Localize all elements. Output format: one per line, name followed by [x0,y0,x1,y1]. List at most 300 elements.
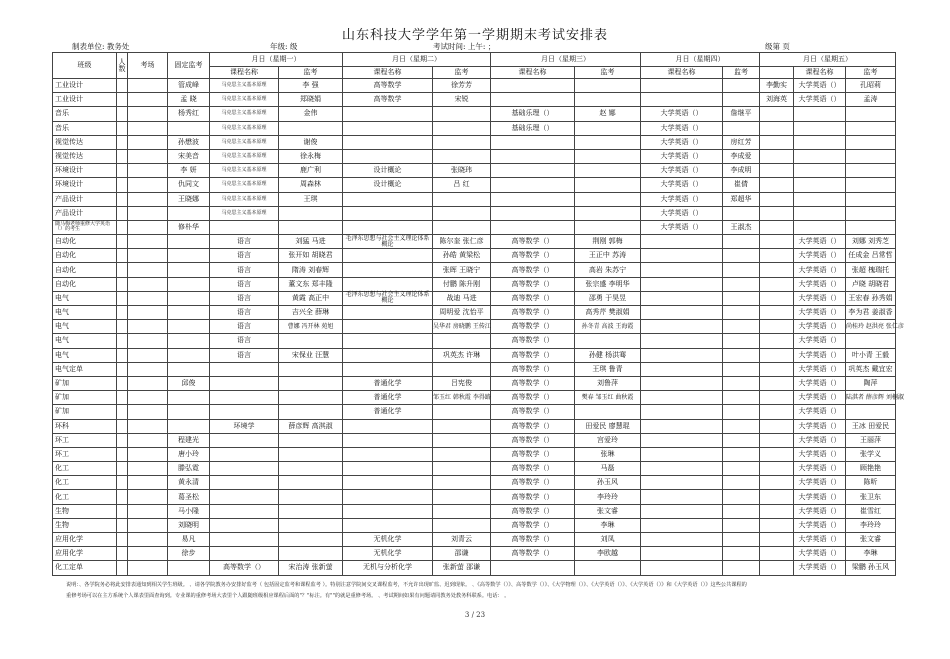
table-cell: 语言 [210,263,279,277]
table-row [53,462,896,476]
table-cell [723,391,760,405]
table-cell [117,376,128,390]
header-proctor: 监考 [433,67,491,79]
table-cell: 应用化学 [53,547,117,561]
table-cell [343,249,433,263]
table-cell: 大学英语（） [794,547,846,561]
table-cell: 环境设计 [53,178,117,192]
table-cell: 化工定单 [53,561,117,575]
header-wednesday: 月日（星期三） [491,53,641,67]
table-cell [168,263,210,277]
table-cell [117,405,128,419]
table-row [53,235,896,249]
table-cell: 自动化 [53,249,117,263]
header-fixed-proctor: 固定监考 [168,53,210,79]
table-cell: 高等数学（） [491,518,575,532]
table-cell [117,419,128,433]
table-cell [279,433,343,447]
table-cell: 李勤实 [760,79,794,93]
table-cell [279,206,343,220]
header-course: 课程名称 [794,67,846,79]
table-cell: 语言 [210,348,279,362]
table-cell: 矿加 [53,391,117,405]
table-cell [343,192,433,206]
header-room: 考场 [128,53,168,79]
table-cell [641,320,723,334]
table-cell [760,348,794,362]
table-cell [168,235,210,249]
table-cell [128,518,168,532]
table-row [53,263,896,277]
table-cell [491,178,575,192]
table-row [53,533,896,547]
table-row [53,277,896,291]
table-cell: 李成爱 [723,149,760,163]
table-cell: 杨秀红 [168,107,210,121]
table-cell: 谢俊 [279,135,343,149]
table-row [53,149,896,163]
table-cell [117,206,128,220]
table-cell: 化工 [53,490,117,504]
table-cell [641,277,723,291]
table-cell: 梁鹏 孙玉风 [846,561,896,575]
table-row [53,376,896,390]
table-cell: 化工 [53,462,117,476]
table-cell [846,135,896,149]
table-cell [117,547,128,561]
table-cell [723,561,760,575]
table-row [53,504,896,518]
page-label: 级第 页 [765,42,790,51]
table-cell: 矿加 [53,376,117,390]
table-cell [117,235,128,249]
table-cell: 马克思主义基本原理 [210,79,279,93]
table-cell: 大学英语（） [794,348,846,362]
table-cell [760,405,794,419]
table-cell [117,306,128,320]
table-cell [210,547,279,561]
table-cell [343,277,433,291]
table-cell [760,533,794,547]
table-cell: 李成明 [723,164,760,178]
table-cell [760,419,794,433]
table-cell [641,249,723,263]
table-cell: 高等数学（） [491,476,575,490]
table-cell: 孔昭莉 [846,79,896,93]
table-cell [128,561,168,575]
table-cell [117,164,128,178]
table-cell [128,249,168,263]
table-cell: 崔雪红 [846,504,896,518]
table-cell: 顾艳艳 [846,462,896,476]
table-cell [433,419,491,433]
table-cell: 任成金 吕常哲 [846,249,896,263]
table-cell [343,476,433,490]
header-course: 课程名称 [491,67,575,79]
table-cell [723,235,760,249]
table-cell: 高岩 朱苏宁 [575,263,641,277]
table-cell [760,490,794,504]
table-cell [641,263,723,277]
table-cell [343,121,433,135]
table-cell: 大学英语（） [794,263,846,277]
table-cell: 刘娜 刘秀芝 [846,235,896,249]
table-cell: 陈尔奎 张仁彦 [433,235,491,249]
table-cell [794,220,846,234]
table-cell [760,376,794,390]
table-cell [723,334,760,348]
table-cell [433,362,491,376]
table-cell [760,235,794,249]
table-cell [575,93,641,107]
table-cell [117,135,128,149]
table-cell [168,291,210,305]
table-row [53,93,896,107]
table-cell [210,533,279,547]
table-cell: 环境设计 [53,164,117,178]
table-cell: 房红芳 [723,135,760,149]
table-cell [760,320,794,334]
table-cell [794,164,846,178]
table-cell [128,93,168,107]
table-cell [723,263,760,277]
table-cell [723,362,760,376]
table-cell: 大学英语（） [794,376,846,390]
table-cell: 语言 [210,235,279,249]
table-cell [279,533,343,547]
table-cell: 无机化学 [343,547,433,561]
table-cell [433,405,491,419]
table-cell [128,206,168,220]
table-row [53,220,896,234]
table-cell: 大学英语（） [794,362,846,376]
table-cell: 徐永梅 [279,149,343,163]
table-cell: 高等数学（） [491,320,575,334]
table-cell [760,149,794,163]
table-cell: 化工 [53,476,117,490]
table-cell [491,149,575,163]
table-cell: 高等数学（） [491,291,575,305]
table-cell: 高等数学（） [491,504,575,518]
table-cell [117,291,128,305]
table-cell: 大学英语（） [641,135,723,149]
table-row [53,107,896,121]
table-cell: 高等数学（） [491,235,575,249]
table-cell: 徐芳芳 [433,79,491,93]
table-cell [210,405,279,419]
table-cell: 马克思主义基本原理 [210,164,279,178]
table-cell: 吴华君 房晓鹏 王传江 [433,320,491,334]
table-cell [575,121,641,135]
table-row [53,320,896,334]
table-cell [128,376,168,390]
table-cell: 大学英语（） [794,533,846,547]
table-cell [279,462,343,476]
table-cell [168,320,210,334]
table-cell: 管成峰 [168,79,210,93]
table-cell: 大学英语（） [794,320,846,334]
table-cell: 付鹏 陈升刚 [433,277,491,291]
table-cell: 刘猛 马进 [279,235,343,249]
table-cell: 大学英语（） [794,518,846,532]
table-cell [168,306,210,320]
table-cell [433,206,491,220]
table-cell [760,121,794,135]
table-cell: 鹿广利 [279,164,343,178]
header-extra [760,67,794,79]
table-cell [723,348,760,362]
table-cell [210,504,279,518]
table-cell: 张晖 王晓宁 [433,263,491,277]
table-cell: 马克思主义基本原理 [210,149,279,163]
table-cell [128,320,168,334]
table-cell [117,79,128,93]
table-cell [723,277,760,291]
table-cell [575,561,641,575]
table-cell [343,419,433,433]
table-cell [723,405,760,419]
table-cell: 大学英语（） [641,178,723,192]
page-title: 山东科技大学学年第一学期期末考试安排表 [341,28,608,43]
table-cell [846,334,896,348]
table-cell [210,220,279,234]
table-cell [128,263,168,277]
table-cell: 张卫东 [846,490,896,504]
table-cell: 设计概论 [343,178,433,192]
table-row [53,476,896,490]
table-cell [128,447,168,461]
table-cell [210,476,279,490]
table-cell: 王丽萍 [846,433,896,447]
table-cell: 电气 [53,291,117,305]
table-cell: 环科 [53,419,117,433]
table-cell: 孙懋波 [168,135,210,149]
table-cell: 大学英语（） [794,504,846,518]
table-row [53,164,896,178]
table-cell: 刘青云 [433,533,491,547]
table-cell: 大学英语（） [641,220,723,234]
header-proctor: 监考 [846,67,896,79]
table-cell [641,490,723,504]
table-cell [117,362,128,376]
table-cell: 语言 [210,249,279,263]
table-cell [168,348,210,362]
table-row [53,419,896,433]
table-cell [723,547,760,561]
table-cell [343,263,433,277]
table-cell: 马克思主义基本原理 [210,178,279,192]
table-cell [343,504,433,518]
table-cell: 语言 [210,277,279,291]
table-cell: 宋治涛 张新萤 [279,561,343,575]
table-cell [343,462,433,476]
table-cell: 孟涛 [846,93,896,107]
table-cell: 詹继平 [723,107,760,121]
table-cell [641,291,723,305]
table-cell: 音乐 [53,107,117,121]
table-cell [575,206,641,220]
table-cell: 语言 [210,291,279,305]
table-cell [343,362,433,376]
table-cell: 王宏春 孙秀娟 [846,291,896,305]
table-cell [491,135,575,149]
table-row [53,348,896,362]
table-cell: 徐步 [168,547,210,561]
table-cell [433,135,491,149]
table-cell: 荆刚 郭梅 [575,235,641,249]
table-cell: 大学英语（） [794,93,846,107]
table-cell [641,405,723,419]
table-cell [128,306,168,320]
table-cell [279,376,343,390]
table-cell [210,518,279,532]
table-cell: 宫爱玲 [575,433,641,447]
table-cell [760,504,794,518]
table-cell [723,320,760,334]
table-cell: 大学英语（） [794,561,846,575]
table-cell [279,447,343,461]
table-cell [279,547,343,561]
table-cell [117,561,128,575]
exam-time: 考试时间: 上午: ； [433,42,496,51]
table-cell: 孙冬青 高波 王海霞 [575,320,641,334]
table-cell [128,334,168,348]
table-cell [128,277,168,291]
table-cell [846,405,896,419]
table-cell [723,533,760,547]
table-cell: 宋美音 [168,149,210,163]
table-cell [760,447,794,461]
table-cell [641,447,723,461]
table-cell: 大学英语（） [794,433,846,447]
table-cell: 大学英语（） [641,206,723,220]
table-cell [128,462,168,476]
table-cell [128,362,168,376]
table-cell [168,249,210,263]
table-cell: 张超 槐瑞托 [846,263,896,277]
table-cell [117,121,128,135]
table-cell: 滕弘霓 [168,462,210,476]
table-cell: 高等数学（） [491,419,575,433]
table-cell [343,433,433,447]
table-cell: 高等数学（） [491,462,575,476]
table-cell: 吕 红 [433,178,491,192]
table-row [53,206,896,220]
table-cell: 马克思主义基本原理 [210,192,279,206]
table-cell: 张晓玮 [433,164,491,178]
table-cell: 大学英语（） [794,306,846,320]
table-cell: 大学英语（） [794,476,846,490]
table-cell [128,391,168,405]
footer-notes [66,580,896,602]
table-cell: 普通化学 [343,391,433,405]
table-cell [760,561,794,575]
table-cell: 李为君 姜淑香 [846,306,896,320]
table-row [53,391,896,405]
table-cell [641,419,723,433]
table-cell [433,504,491,518]
table-cell [279,391,343,405]
table-cell: 隋涛 刘春辉 [279,263,343,277]
table-cell [117,504,128,518]
table-cell: 王冰 田爱民 [846,419,896,433]
table-cell: 基础乐理（） [491,107,575,121]
table-cell [641,93,723,107]
table-cell [846,178,896,192]
table-cell: 大学英语（） [794,291,846,305]
table-cell [117,518,128,532]
table-cell: 高秀芹 樊淑娟 [575,306,641,320]
table-cell [279,220,343,234]
table-cell [641,476,723,490]
table-cell: 刘海英 [760,93,794,107]
table-cell: 王淑杰 [723,220,760,234]
table-cell [343,135,433,149]
table-cell: 张琳 [575,447,641,461]
table-cell [794,121,846,135]
table-cell: 电气定单 [53,362,117,376]
table-cell [723,376,760,390]
grade-label: 年级: 级 [270,42,298,51]
table-cell: 樊春 邹玉红 曲秋霞 [575,391,641,405]
table-cell [343,447,433,461]
table-cell [723,249,760,263]
table-cell: 马克思主义基本原理 [210,93,279,107]
table-cell: 刘鲁萍 [575,376,641,390]
table-cell [760,135,794,149]
table-cell [575,220,641,234]
table-cell [760,107,794,121]
table-cell [343,306,433,320]
table-row [53,306,896,320]
table-cell: 修朴华 [168,220,210,234]
table-cell [575,149,641,163]
table-cell: 电气 [53,348,117,362]
table-cell [491,79,575,93]
table-cell: 高等数学（） [491,447,575,461]
table-cell: 矿加 [53,405,117,419]
table-cell [117,149,128,163]
table-cell [168,362,210,376]
table-cell [279,476,343,490]
table-cell [575,178,641,192]
header-class: 班级 [53,53,117,79]
table-cell: 宋锐 [433,93,491,107]
table-cell: 孙健 杨洪骞 [575,348,641,362]
table-cell [117,391,128,405]
table-cell: 马磊 [575,462,641,476]
table-cell [128,504,168,518]
table-cell [128,291,168,305]
table-cell: 邱俊 [168,376,210,390]
table-cell [491,192,575,206]
table-cell [433,447,491,461]
table-cell [641,362,723,376]
table-cell: 高等数学（） [491,277,575,291]
header-course: 课程名称 [210,67,279,79]
issuing-unit: 制表单位: 教务处 [72,42,130,51]
table-cell [343,206,433,220]
table-row [53,490,896,504]
table-cell: 李琳 [846,547,896,561]
table-cell: 环工 [53,447,117,461]
table-cell: 无机与分析化学 [343,561,433,575]
table-cell [433,334,491,348]
header-thursday: 月日（星期四） [641,53,760,67]
table-cell [491,164,575,178]
table-cell [575,164,641,178]
table-cell: 邵谦 [433,547,491,561]
